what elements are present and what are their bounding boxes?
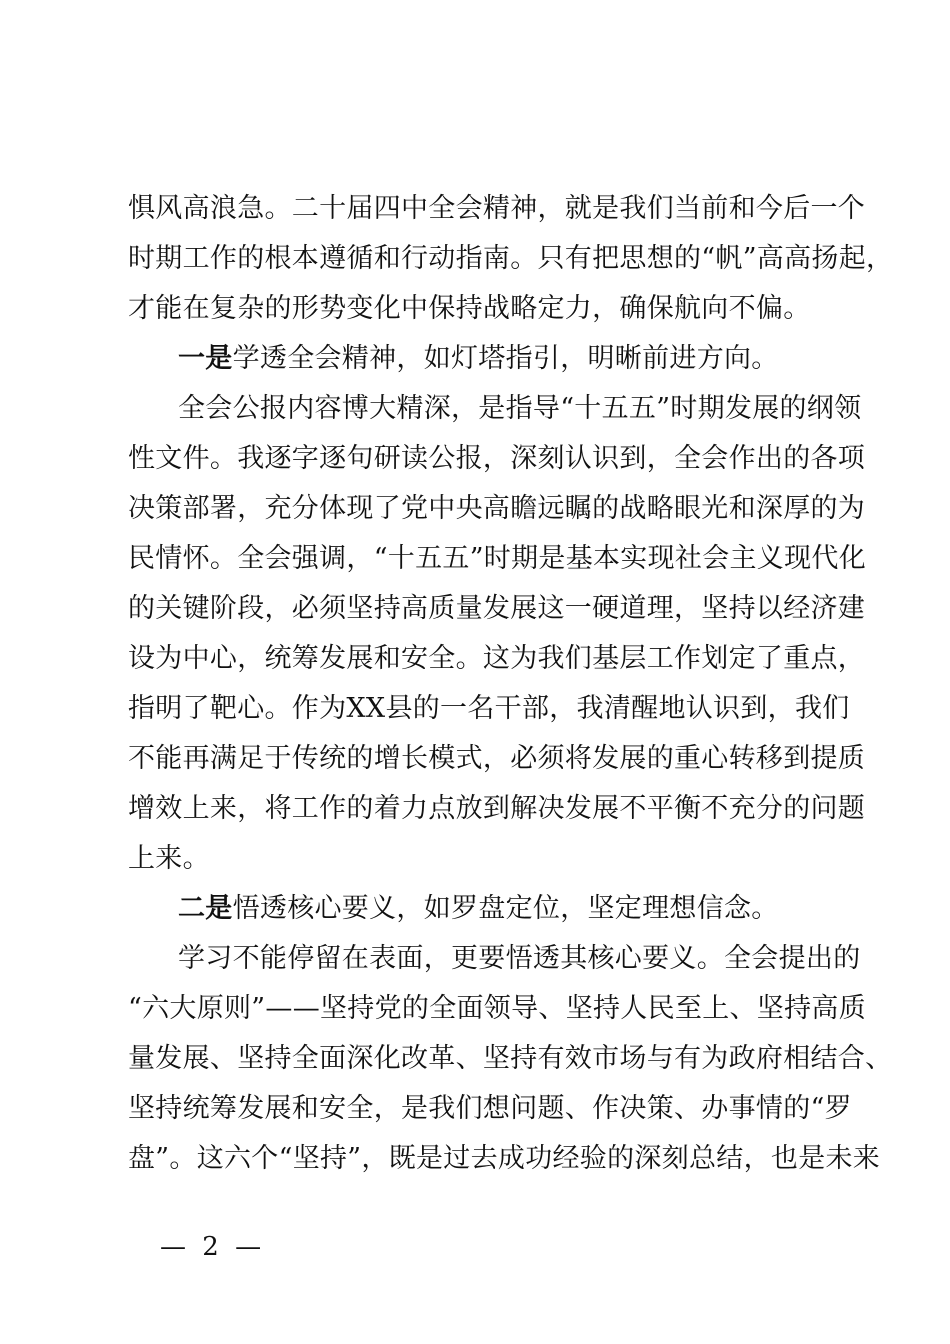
text-line: 设为中心，统筹发展和安全。这为我们基层工作划定了重点， [128,643,866,674]
text-line: 增效上来，将工作的着力点放到解决发展不平衡不充分的问题 [128,793,866,824]
text-line: 才能在复杂的形势变化中保持战略定力，确保航向不偏。 [128,293,811,324]
page-number: — 2 — [160,1232,266,1262]
heading-1-lead: 一是 [178,343,233,374]
text-line: 的关键阶段，必须坚持高质量发展这一硬道理，坚持以经济建 [128,593,866,624]
heading-1-text: 学透全会精神，如灯塔指引，明晰前进方向。 [232,343,779,374]
text-line: 时期工作的根本遵循和行动指南。只有把思想的“帆”高高扬起， [128,243,894,274]
text-line: 全会公报内容博大精深，是指导“十五五”时期发展的纲领 [178,393,862,424]
section-heading-2 [128,884,838,934]
text-line: 指明了靶心。作为XX县的一名干部，我清醒地认识到，我们 [128,693,850,724]
text-line: 惧风高浪急。二十届四中全会精神，就是我们当前和今后一个 [128,193,866,224]
heading-2-text: 悟透核心要义，如罗盘定位，坚定理想信念。 [232,893,779,924]
text-line: 不能再满足于传统的增长模式，必须将发展的重心转移到提质 [128,743,866,774]
text-line: “六大原则”——坚持党的全面领导、坚持人民至上、坚持高质 [128,993,867,1024]
text-line: 上来。 [128,843,210,874]
section-heading-1 [128,334,838,384]
text-line: 学习不能停留在表面，更要悟透其核心要义。全会提出的 [178,943,861,974]
text-line: 民情怀。全会强调，“十五五”时期是基本实现社会主义现代化 [128,543,867,574]
text-line: 量发展、坚持全面深化改革、坚持有效市场与有为政府相结合、 [128,1043,893,1074]
text-line: 决策部署，充分体现了党中央高瞻远瞩的战略眼光和深厚的为 [128,493,866,524]
text-line: 坚持统筹发展和安全，是我们想问题、作决策、办事情的“罗 [128,1093,852,1124]
text-line: 性文件。我逐字逐句研读公报，深刻认识到，全会作出的各项 [128,443,866,474]
heading-2-lead: 二是 [178,893,233,924]
text-line: 盘”。这六个“坚持”，既是过去成功经验的深刻总结，也是未来 [128,1143,881,1174]
